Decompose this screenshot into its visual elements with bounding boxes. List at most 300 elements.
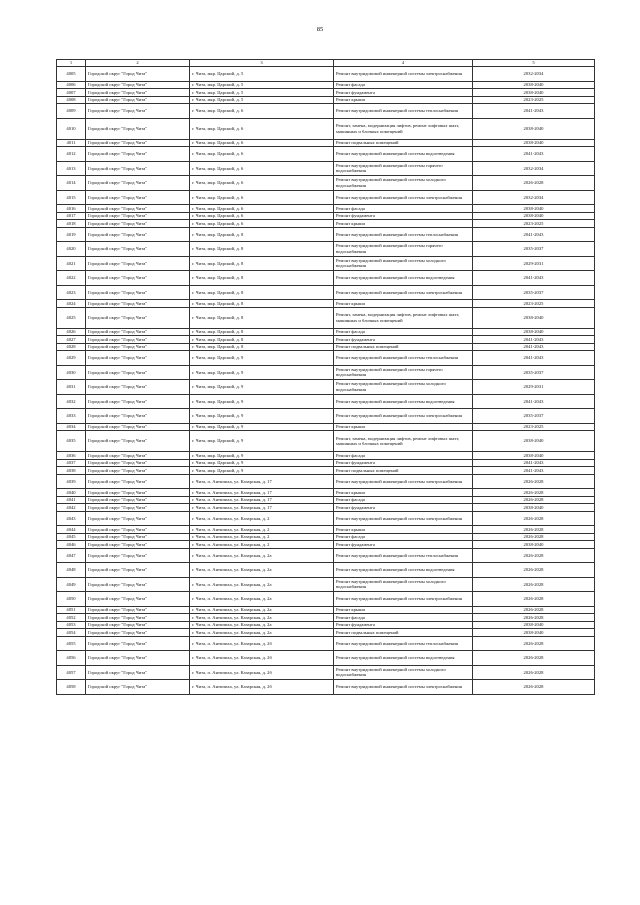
work-type-cell: Ремонт фундамента [334, 89, 473, 97]
period-cell: 2026-2028 [473, 680, 595, 695]
row-index: 4038 [57, 467, 86, 475]
table-row [57, 147, 595, 162]
address-cell: г. Чита, п. Антипиха, ул. Казарская, д. 2а [190, 606, 334, 614]
period-cell: 2026-2028 [473, 176, 595, 191]
work-type-cell: Ремонт внутридомовой инженерной системы теплоснабжения [334, 104, 473, 119]
address-cell: г. Чита, мкр. Царский, д. 9 [190, 423, 334, 431]
row-index: 4019 [57, 227, 86, 242]
table-row [57, 212, 595, 220]
work-type-cell: Ремонт внутридомовой инженерной системы теплоснабжения [334, 548, 473, 563]
table-row [57, 104, 595, 119]
period-cell: 2041-2043 [473, 271, 595, 286]
row-index: 4049 [57, 577, 86, 592]
municipality-cell: Городской округ "Город Чита" [86, 621, 190, 629]
address-cell: г. Чита, мкр. Царский, д. 9 [190, 351, 334, 366]
work-type-cell: Ремонт внутридомовой инженерной системы теплоснабжения [334, 636, 473, 651]
work-type-cell: Ремонт внутридомовой инженерной системы электроснабжения [334, 285, 473, 300]
period-cell: 2026-2028 [473, 651, 595, 666]
municipality-cell: Городской округ "Город Чита" [86, 533, 190, 541]
table-row [57, 81, 595, 89]
period-cell: 2026-2028 [473, 526, 595, 534]
period-cell: 2023-2025 [473, 220, 595, 228]
address-cell: г. Чита, п. Антипиха, ул. Казарская, д. 2 [190, 511, 334, 526]
work-type-cell: Ремонт фундамента [334, 336, 473, 344]
row-index: 4008 [57, 96, 86, 104]
table-row [57, 563, 595, 578]
row-index: 4047 [57, 548, 86, 563]
period-cell: 2041-2043 [473, 104, 595, 119]
municipality-cell: Городской округ "Город Чита" [86, 394, 190, 409]
table-row [57, 176, 595, 191]
table-row [57, 548, 595, 563]
repair-schedule-table [56, 59, 595, 695]
address-cell: г. Чита, мкр. Царский, д. 9 [190, 365, 334, 380]
row-index: 4036 [57, 452, 86, 460]
period-cell: 2026-2028 [473, 577, 595, 592]
row-index: 4030 [57, 365, 86, 380]
municipality-cell: Городской округ "Город Чита" [86, 680, 190, 695]
table-row [57, 614, 595, 622]
work-type-cell: Ремонт внутридомовой инженерной системы теплоснабжения [334, 351, 473, 366]
period-cell: 2038-2040 [473, 205, 595, 213]
row-index: 4044 [57, 526, 86, 534]
municipality-cell: Городской округ "Город Чита" [86, 636, 190, 651]
table-row [57, 161, 595, 176]
municipality-cell: Городской округ "Город Чита" [86, 227, 190, 242]
address-cell: г. Чита, п. Антипиха, ул. Казарская, д. 2 [190, 533, 334, 541]
municipality-cell: Городской округ "Город Чита" [86, 489, 190, 497]
address-cell: г. Чита, мкр. Царский, д. 8 [190, 271, 334, 286]
period-cell: 2035-2037 [473, 409, 595, 424]
work-type-cell: Ремонт внутридомовой инженерной системы электроснабжения [334, 409, 473, 424]
table-row [57, 307, 595, 328]
row-index: 4043 [57, 511, 86, 526]
address-cell: г. Чита, п. Антипиха, ул. Казарская, д. 2б [190, 665, 334, 680]
address-cell: г. Чита, мкр. Царский, д. 6 [190, 176, 334, 191]
address-cell: г. Чита, мкр. Царский, д. 6 [190, 212, 334, 220]
period-cell: 2038-2040 [473, 621, 595, 629]
work-type-cell: Ремонт внутридомовой инженерной системы водоотведения [334, 563, 473, 578]
address-cell: г. Чита, п. Антипиха, ул. Казарская, д. 2б [190, 680, 334, 695]
work-type-cell: Ремонт внутридомовой инженерной системы холодного водоснабжения [334, 256, 473, 271]
municipality-cell: Городской округ "Город Чита" [86, 242, 190, 257]
row-index: 4052 [57, 614, 86, 622]
row-index: 4058 [57, 680, 86, 695]
table-row [57, 577, 595, 592]
period-cell: 2026-2028 [473, 474, 595, 489]
period-cell: 2026-2028 [473, 606, 595, 614]
table-row [57, 409, 595, 424]
municipality-cell: Городской округ "Город Чита" [86, 139, 190, 147]
municipality-cell: Городской округ "Город Чита" [86, 104, 190, 119]
municipality-cell: Городской округ "Город Чита" [86, 271, 190, 286]
municipality-cell: Городской округ "Город Чита" [86, 496, 190, 504]
row-index: 4007 [57, 89, 86, 97]
address-cell: г. Чита, мкр. Царский, д. 5 [190, 81, 334, 89]
period-cell: 2038-2040 [473, 81, 595, 89]
period-cell: 2026-2028 [473, 563, 595, 578]
table-row [57, 680, 595, 695]
table-row [57, 496, 595, 504]
municipality-cell: Городской округ "Город Чита" [86, 526, 190, 534]
municipality-cell: Городской округ "Город Чита" [86, 614, 190, 622]
row-index: 4034 [57, 423, 86, 431]
address-cell: г. Чита, п. Антипиха, ул. Казарская, д. 2б [190, 636, 334, 651]
period-cell: 2038-2040 [473, 452, 595, 460]
period-cell: 2023-2025 [473, 423, 595, 431]
table-row [57, 242, 595, 257]
table-row [57, 205, 595, 213]
row-index: 4056 [57, 651, 86, 666]
address-cell: г. Чита, мкр. Царский, д. 9 [190, 467, 334, 475]
municipality-cell: Городской округ "Город Чита" [86, 452, 190, 460]
row-index: 4051 [57, 606, 86, 614]
address-cell: г. Чита, мкр. Царский, д. 8 [190, 307, 334, 328]
work-type-cell: Ремонт фасада [334, 81, 473, 89]
column-number: 4 [334, 60, 473, 67]
period-cell: 2026-2028 [473, 614, 595, 622]
period-cell: 2029-2031 [473, 256, 595, 271]
municipality-cell: Городской округ "Город Чита" [86, 67, 190, 82]
period-cell: 2035-2037 [473, 285, 595, 300]
period-cell: 2041-2043 [473, 394, 595, 409]
row-index: 4029 [57, 351, 86, 366]
work-type-cell: Ремонт внутридомовой инженерной системы электроснабжения [334, 67, 473, 82]
municipality-cell: Городской округ "Город Чита" [86, 504, 190, 512]
address-cell: г. Чита, п. Антипиха, ул. Казарская, д. 2 [190, 526, 334, 534]
work-type-cell: Ремонт внутридомовой инженерной системы теплоснабжения [334, 227, 473, 242]
municipality-cell: Городской округ "Город Чита" [86, 548, 190, 563]
row-index: 4041 [57, 496, 86, 504]
address-cell: г. Чита, мкр. Царский, д. 6 [190, 118, 334, 139]
period-cell: 2038-2040 [473, 328, 595, 336]
column-number-row [57, 60, 595, 67]
work-type-cell: Ремонт внутридомовой инженерной системы холодного водоснабжения [334, 577, 473, 592]
row-index: 4014 [57, 176, 86, 191]
work-type-cell: Ремонт внутридомовой инженерной системы холодного водоснабжения [334, 380, 473, 395]
work-type-cell: Ремонт фасада [334, 496, 473, 504]
municipality-cell: Городской округ "Город Чита" [86, 89, 190, 97]
period-cell: 2026-2028 [473, 592, 595, 607]
table-row [57, 285, 595, 300]
period-cell: 2038-2040 [473, 139, 595, 147]
table-row [57, 190, 595, 205]
period-cell: 2041-2043 [473, 459, 595, 467]
municipality-cell: Городской округ "Город Чита" [86, 423, 190, 431]
municipality-cell: Городской округ "Город Чита" [86, 459, 190, 467]
period-cell: 2041-2043 [473, 351, 595, 366]
address-cell: г. Чита, мкр. Царский, д. 5 [190, 67, 334, 82]
table-row [57, 665, 595, 680]
address-cell: г. Чита, мкр. Царский, д. 6 [190, 147, 334, 162]
row-index: 4055 [57, 636, 86, 651]
table-row [57, 394, 595, 409]
address-cell: г. Чита, п. Антипиха, ул. Казарская, д. 2а [190, 592, 334, 607]
municipality-cell: Городской округ "Город Чита" [86, 431, 190, 452]
period-cell: 2038-2040 [473, 629, 595, 637]
period-cell: 2026-2028 [473, 511, 595, 526]
row-index: 4027 [57, 336, 86, 344]
address-cell: г. Чита, мкр. Царский, д. 6 [190, 139, 334, 147]
table-row [57, 533, 595, 541]
municipality-cell: Городской округ "Город Чита" [86, 307, 190, 328]
address-cell: г. Чита, п. Антипиха, ул. Казарская, д. 2а [190, 614, 334, 622]
work-type-cell: Ремонт фасада [334, 614, 473, 622]
period-cell: 2026-2028 [473, 489, 595, 497]
period-cell: 2029-2031 [473, 380, 595, 395]
municipality-cell: Городской округ "Город Чита" [86, 212, 190, 220]
municipality-cell: Городской округ "Город Чита" [86, 336, 190, 344]
work-type-cell: Ремонт внутридомовой инженерной системы электроснабжения [334, 592, 473, 607]
row-index: 4028 [57, 343, 86, 351]
address-cell: г. Чита, мкр. Царский, д. 9 [190, 431, 334, 452]
table-body [57, 60, 595, 695]
period-cell: 2038-2040 [473, 118, 595, 139]
row-index: 4033 [57, 409, 86, 424]
table-row [57, 651, 595, 666]
address-cell: г. Чита, мкр. Царский, д. 8 [190, 336, 334, 344]
municipality-cell: Городской округ "Город Чита" [86, 651, 190, 666]
municipality-cell: Городской округ "Город Чита" [86, 328, 190, 336]
municipality-cell: Городской округ "Город Чита" [86, 220, 190, 228]
municipality-cell: Городской округ "Город Чита" [86, 606, 190, 614]
period-cell: 2035-2037 [473, 242, 595, 257]
table-row [57, 96, 595, 104]
address-cell: г. Чита, п. Антипиха, ул. Казарская, д. 2 [190, 541, 334, 549]
municipality-cell: Городской округ "Город Чита" [86, 118, 190, 139]
work-type-cell: Ремонт крыши [334, 96, 473, 104]
row-index: 4023 [57, 285, 86, 300]
municipality-cell: Городской округ "Город Чита" [86, 190, 190, 205]
address-cell: г. Чита, мкр. Царский, д. 9 [190, 452, 334, 460]
address-cell: г. Чита, мкр. Царский, д. 8 [190, 227, 334, 242]
table-row [57, 452, 595, 460]
row-index: 4016 [57, 205, 86, 213]
period-cell: 2032-2034 [473, 190, 595, 205]
row-index: 4053 [57, 621, 86, 629]
address-cell: г. Чита, п. Антипиха, ул. Казарская, д. 2а [190, 577, 334, 592]
address-cell: г. Чита, п. Антипиха, ул. Казарская, д. 17 [190, 474, 334, 489]
address-cell: г. Чита, мкр. Царский, д. 6 [190, 220, 334, 228]
period-cell: 2041-2043 [473, 336, 595, 344]
address-cell: г. Чита, мкр. Царский, д. 6 [190, 104, 334, 119]
row-index: 4012 [57, 147, 86, 162]
work-type-cell: Ремонт крыши [334, 220, 473, 228]
municipality-cell: Городской округ "Город Чита" [86, 629, 190, 637]
table-row [57, 220, 595, 228]
row-index: 4006 [57, 81, 86, 89]
table-row [57, 300, 595, 308]
address-cell: г. Чита, мкр. Царский, д. 8 [190, 328, 334, 336]
period-cell: 2038-2040 [473, 504, 595, 512]
municipality-cell: Городской округ "Город Чита" [86, 81, 190, 89]
table-row [57, 423, 595, 431]
table-row [57, 256, 595, 271]
page-number: 85 [316, 26, 324, 33]
work-type-cell: Ремонт фундамента [334, 212, 473, 220]
period-cell: 2032-2034 [473, 161, 595, 176]
work-type-cell: Ремонт внутридомовой инженерной системы горячего водоснабжения [334, 365, 473, 380]
work-type-cell: Ремонт внутридомовой инженерной системы электроснабжения [334, 511, 473, 526]
period-cell: 2038-2040 [473, 212, 595, 220]
address-cell: г. Чита, мкр. Царский, д. 8 [190, 285, 334, 300]
municipality-cell: Городской округ "Город Чита" [86, 147, 190, 162]
table-row [57, 365, 595, 380]
work-type-cell: Ремонт подвальных помещений [334, 343, 473, 351]
work-type-cell: Ремонт внутридомовой инженерной системы водоотведения [334, 651, 473, 666]
work-type-cell: Ремонт внутридомовой инженерной системы горячего водоснабжения [334, 242, 473, 257]
table-row [57, 592, 595, 607]
work-type-cell: Ремонт подвальных помещений [334, 467, 473, 475]
municipality-cell: Городской округ "Город Чита" [86, 351, 190, 366]
column-number: 1 [57, 60, 86, 67]
row-index: 4015 [57, 190, 86, 205]
address-cell: г. Чита, мкр. Царский, д. 9 [190, 394, 334, 409]
address-cell: г. Чита, п. Антипиха, ул. Казарская, д. 17 [190, 496, 334, 504]
table-row [57, 118, 595, 139]
work-type-cell: Ремонт подвальных помещений [334, 139, 473, 147]
period-cell: 2023-2025 [473, 96, 595, 104]
municipality-cell: Городской округ "Город Чита" [86, 474, 190, 489]
address-cell: г. Чита, мкр. Царский, д. 6 [190, 205, 334, 213]
row-index: 4010 [57, 118, 86, 139]
work-type-cell: Ремонт, замена, модернизация лифтов, ремонт лифтовых шахт, машинных и блочных помещений [334, 118, 473, 139]
work-type-cell: Ремонт внутридомовой инженерной системы водоотведения [334, 394, 473, 409]
period-cell: 2041-2043 [473, 227, 595, 242]
address-cell: г. Чита, мкр. Царский, д. 8 [190, 300, 334, 308]
municipality-cell: Городской округ "Город Чита" [86, 467, 190, 475]
row-index: 4018 [57, 220, 86, 228]
address-cell: г. Чита, п. Антипиха, ул. Казарская, д. 17 [190, 489, 334, 497]
table-row [57, 621, 595, 629]
work-type-cell: Ремонт крыши [334, 606, 473, 614]
address-cell: г. Чита, мкр. Царский, д. 9 [190, 380, 334, 395]
table-row [57, 467, 595, 475]
table-row [57, 606, 595, 614]
period-cell: 2038-2040 [473, 307, 595, 328]
work-type-cell: Ремонт подвальных помещений [334, 629, 473, 637]
municipality-cell: Городской округ "Город Чита" [86, 285, 190, 300]
work-type-cell: Ремонт фундамента [334, 541, 473, 549]
table-row [57, 489, 595, 497]
address-cell: г. Чита, п. Антипиха, ул. Казарская, д. 2б [190, 651, 334, 666]
period-cell: 2026-2028 [473, 665, 595, 680]
municipality-cell: Городской округ "Город Чита" [86, 96, 190, 104]
row-index: 4021 [57, 256, 86, 271]
address-cell: г. Чита, мкр. Царский, д. 8 [190, 343, 334, 351]
address-cell: г. Чита, п. Антипиха, ул. Казарская, д. 2а [190, 629, 334, 637]
table-row [57, 336, 595, 344]
work-type-cell: Ремонт фасада [334, 452, 473, 460]
row-index: 4022 [57, 271, 86, 286]
table-row [57, 459, 595, 467]
row-index: 4009 [57, 104, 86, 119]
table-row [57, 380, 595, 395]
table-row [57, 89, 595, 97]
address-cell: г. Чита, мкр. Царский, д. 8 [190, 256, 334, 271]
table-row [57, 526, 595, 534]
period-cell: 2038-2040 [473, 541, 595, 549]
table-row [57, 474, 595, 489]
work-type-cell: Ремонт, замена, модернизация лифтов, ремонт лифтовых шахт, машинных и блочных помещений [334, 431, 473, 452]
row-index: 4017 [57, 212, 86, 220]
row-index: 4035 [57, 431, 86, 452]
table-row [57, 511, 595, 526]
period-cell: 2038-2040 [473, 431, 595, 452]
row-index: 4013 [57, 161, 86, 176]
address-cell: г. Чита, мкр. Царский, д. 6 [190, 161, 334, 176]
table-row [57, 504, 595, 512]
municipality-cell: Городской округ "Город Чита" [86, 256, 190, 271]
work-type-cell: Ремонт внутридомовой инженерной системы холодного водоснабжения [334, 665, 473, 680]
row-index: 4050 [57, 592, 86, 607]
row-index: 4057 [57, 665, 86, 680]
row-index: 4024 [57, 300, 86, 308]
table-row [57, 351, 595, 366]
table-row [57, 343, 595, 351]
municipality-cell: Городской округ "Город Чита" [86, 380, 190, 395]
municipality-cell: Городской округ "Город Чита" [86, 577, 190, 592]
work-type-cell: Ремонт фундамента [334, 504, 473, 512]
work-type-cell: Ремонт фасада [334, 533, 473, 541]
work-type-cell: Ремонт внутридомовой инженерной системы горячего водоснабжения [334, 161, 473, 176]
work-type-cell: Ремонт фундамента [334, 621, 473, 629]
period-cell: 2035-2037 [473, 365, 595, 380]
row-index: 4026 [57, 328, 86, 336]
work-type-cell: Ремонт крыши [334, 423, 473, 431]
row-index: 4032 [57, 394, 86, 409]
work-type-cell: Ремонт фасада [334, 205, 473, 213]
row-index: 4046 [57, 541, 86, 549]
row-index: 4005 [57, 67, 86, 82]
address-cell: г. Чита, п. Антипиха, ул. Казарская, д. 2а [190, 621, 334, 629]
municipality-cell: Городской округ "Город Чита" [86, 161, 190, 176]
row-index: 4054 [57, 629, 86, 637]
address-cell: г. Чита, мкр. Царский, д. 9 [190, 409, 334, 424]
period-cell: 2026-2028 [473, 636, 595, 651]
municipality-cell: Городской округ "Город Чита" [86, 592, 190, 607]
row-index: 4042 [57, 504, 86, 512]
row-index: 4048 [57, 563, 86, 578]
work-type-cell: Ремонт крыши [334, 300, 473, 308]
work-type-cell: Ремонт внутридомовой инженерной системы водоотведения [334, 271, 473, 286]
table-row [57, 139, 595, 147]
table-row [57, 636, 595, 651]
table-row [57, 629, 595, 637]
column-number: 5 [473, 60, 595, 67]
table-row [57, 328, 595, 336]
municipality-cell: Городской округ "Город Чита" [86, 563, 190, 578]
municipality-cell: Городской округ "Город Чита" [86, 205, 190, 213]
column-number: 2 [86, 60, 190, 67]
address-cell: г. Чита, п. Антипиха, ул. Казарская, д. 2а [190, 548, 334, 563]
table-row [57, 271, 595, 286]
address-cell: г. Чита, мкр. Царский, д. 8 [190, 242, 334, 257]
work-type-cell: Ремонт, замена, модернизация лифтов, ремонт лифтовых шахт, машинных и блочных помещений [334, 307, 473, 328]
period-cell: 2041-2043 [473, 147, 595, 162]
table-row [57, 67, 595, 82]
row-index: 4020 [57, 242, 86, 257]
address-cell: г. Чита, мкр. Царский, д. 5 [190, 96, 334, 104]
table-row [57, 431, 595, 452]
work-type-cell: Ремонт фасада [334, 328, 473, 336]
municipality-cell: Городской округ "Город Чита" [86, 665, 190, 680]
work-type-cell: Ремонт фундамента [334, 459, 473, 467]
work-type-cell: Ремонт внутридомовой инженерной системы электроснабжения [334, 680, 473, 695]
row-index: 4039 [57, 474, 86, 489]
period-cell: 2041-2043 [473, 343, 595, 351]
period-cell: 2038-2040 [473, 89, 595, 97]
